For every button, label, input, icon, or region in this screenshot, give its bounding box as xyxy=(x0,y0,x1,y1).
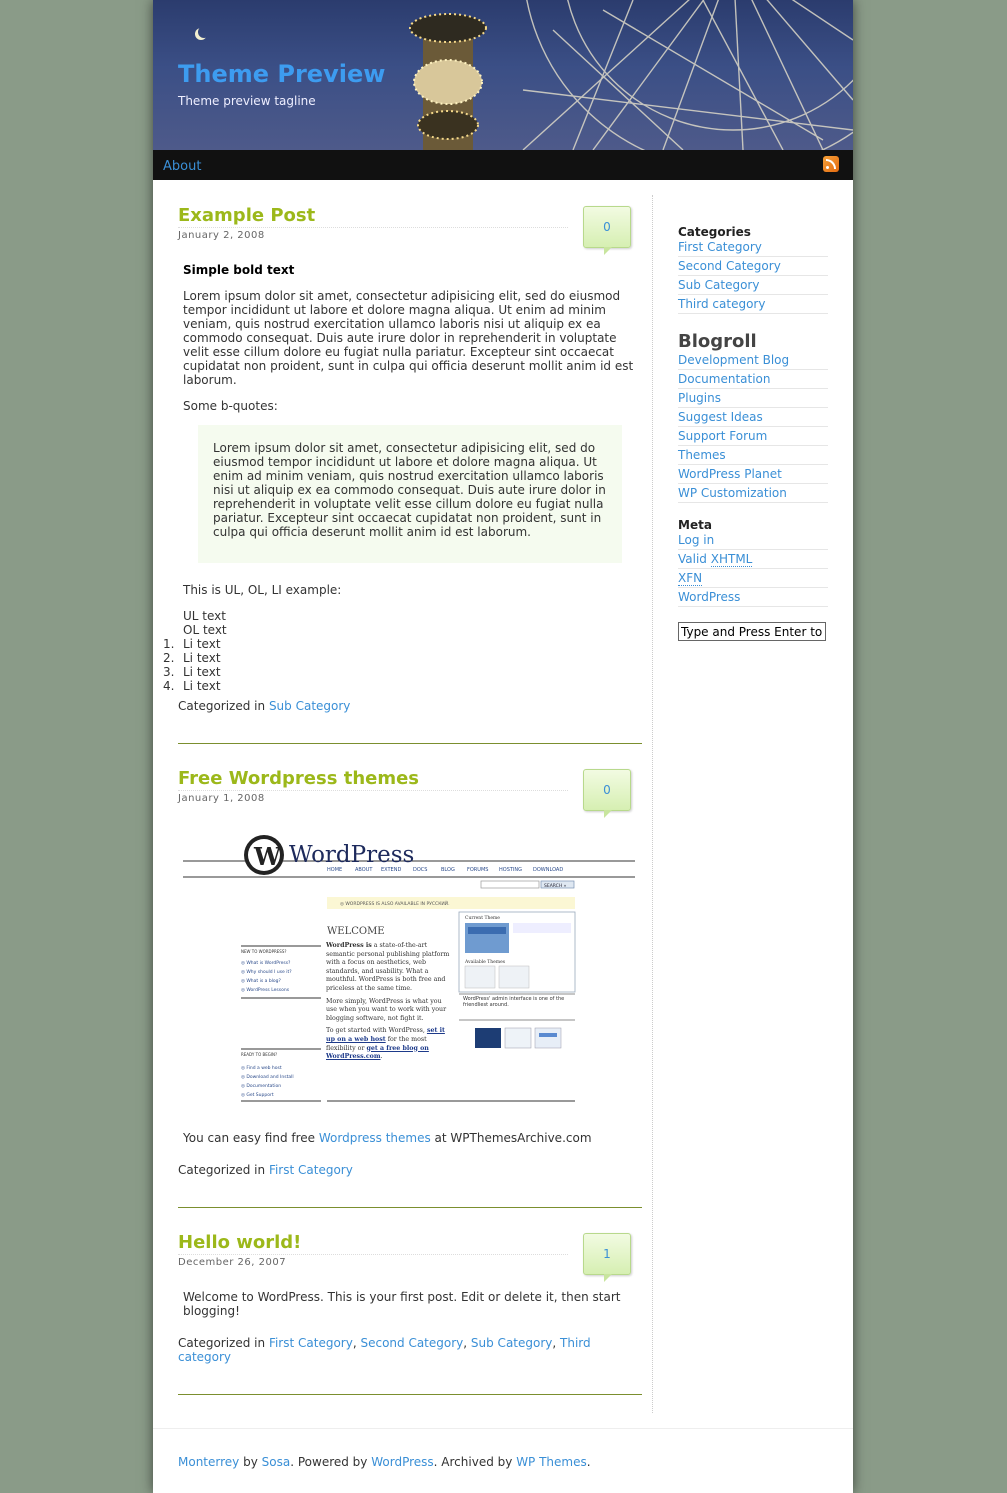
post-date: December 26, 2007 xyxy=(178,1257,287,1268)
svg-text:Current Theme: Current Theme xyxy=(465,916,500,921)
blogroll-item: Support Forum xyxy=(678,428,828,446)
category-link[interactable]: Second Category xyxy=(360,1336,464,1350)
ferris-wheel-graphic xyxy=(403,0,853,150)
post-date: January 2, 2008 xyxy=(178,230,265,241)
category-link[interactable]: First Category xyxy=(268,1163,353,1177)
blogroll-item: Suggest Ideas xyxy=(678,409,828,427)
list-item: 4. Li text xyxy=(163,679,221,693)
site-title[interactable]: Theme Preview xyxy=(178,60,386,88)
wp-nav-item: HOME xyxy=(327,867,343,873)
search-input[interactable] xyxy=(678,622,826,641)
post-paragraph: Lorem ipsum dolor sit amet, consectetur adipisicing elit, sed do eiusmod tempor incididunt ut labore et dolore magna aliqua. Ut enim ad minim veniam, quis nostrud exercitation ullamco laboris nisi ut aliquip ex ea commodo consequat. Duis aute irure dolor in reprehenderit in voluptate velit esse cillum dolore eu fugiat nulla pariatur. Excepteur sint occaecat cupidatat non proident, sunt in culpa qui officia deserunt mollit anim id est laborum. xyxy=(183,289,634,387)
wp-list-item: ◎ What is WordPress? xyxy=(241,961,291,966)
wp-list-item: ◎ WordPress Lessons xyxy=(241,988,290,993)
footer xyxy=(153,1428,853,1469)
blogroll-item: Themes xyxy=(678,447,828,465)
sidebar-category-item: Sub Category xyxy=(678,277,828,295)
post-title[interactable]: Free Wordpress themes xyxy=(178,758,568,791)
wp-nav-item: EXTEND xyxy=(381,867,402,873)
blogroll-list xyxy=(678,352,828,503)
wp-nav-item: DOCS xyxy=(413,867,428,873)
wordpress-site-graphic: W WordPress HOME ABOUT EXTEND DOCS BLOG FORUMS HOSTING DOWNLOAD SEARCH » ◎ WORDPRESS IS ALSO AVAILABLE IN РУССКИЙ. WELCOME NEW TO WORDPRESS? ◎ What is WordPress?◎ Why should I use it?◎ What is a blog?◎ WordPress Lessons READY TO BEGIN? ◎ Find a web host◎ Download and Install◎ Documentation◎ Get Support WordPress is a state-of-the-art semantic personal publishing platform with a focus on aesthetics, web standards, and usability. What a mouthful. WordPress is both free and priceless at the same time. More simply, WordPress is what you use when you want to work with your blogging software, not fight it. To get started with WordPress, set it up on a web host for the most flexibility or get a free blog on WordPress.com. Current Theme Available Themes WordPress' admin interface is one of the friendliest around. xyxy=(183,826,635,1111)
wp-nav-item: ABOUT xyxy=(355,867,373,873)
post-text: Welcome to WordPress. This is your first post. Edit or delete it, then start blogging! xyxy=(183,1290,621,1318)
post-separator xyxy=(178,743,642,744)
wp-nav-item: DOWNLOAD xyxy=(533,867,564,873)
category-link[interactable]: Sub Category xyxy=(268,699,351,713)
ul-text: UL text xyxy=(183,609,226,623)
svg-text:WELCOME: WELCOME xyxy=(327,926,385,937)
main-content xyxy=(163,195,642,1395)
svg-text:WordPress: WordPress xyxy=(289,842,415,868)
sidebar-category-item: Second Category xyxy=(678,258,828,276)
meta-heading: Meta xyxy=(678,518,712,532)
wp-nav-item: BLOG xyxy=(441,867,455,873)
footer-wordpress-link[interactable]: WordPress xyxy=(371,1455,434,1469)
blogroll-item: WP Customization xyxy=(678,485,828,503)
header-banner xyxy=(153,0,853,150)
post-title[interactable]: Example Post xyxy=(178,195,568,228)
rss-feed-icon[interactable] xyxy=(823,156,839,172)
post-entry xyxy=(163,263,642,693)
sidebar-category-item: Third category xyxy=(678,296,828,314)
footer-credits: Monterrey by Sosa. Powered by WordPress. Archived by WP Themes. xyxy=(178,1455,591,1469)
blogroll-item: WordPress Planet xyxy=(678,466,828,484)
wp-list-item: ◎ Find a web host xyxy=(241,1066,282,1071)
categories-heading: Categories xyxy=(678,225,751,239)
blogroll-item: Plugins xyxy=(678,390,828,408)
categories-list xyxy=(678,239,828,314)
wp-nav-item: HOSTING xyxy=(499,867,523,873)
sidebar xyxy=(678,225,828,641)
footer-author-link[interactable]: Sosa xyxy=(261,1455,291,1469)
footer-wpthemes-link[interactable]: WP Themes xyxy=(516,1455,587,1469)
list-example xyxy=(163,609,642,693)
wp-list-item: ◎ Get Support xyxy=(241,1093,274,1098)
list-intro: This is UL, OL, LI example: xyxy=(183,583,342,597)
list-item: 3. Li text xyxy=(163,665,221,679)
wordpress-screenshot-image xyxy=(183,826,635,1111)
wp-list-item: ◎ Documentation xyxy=(241,1084,282,1089)
post-free-wordpress-themes xyxy=(178,758,642,1208)
nav-about-link[interactable]: About xyxy=(163,159,202,174)
svg-text:READY TO BEGIN?: READY TO BEGIN? xyxy=(241,1052,278,1057)
meta-item-login: Log in xyxy=(678,532,828,550)
nav-bar xyxy=(153,150,853,180)
site-tagline: Theme preview tagline xyxy=(178,94,316,108)
post-example-post xyxy=(163,195,642,744)
svg-text:SEARCH »: SEARCH » xyxy=(544,884,567,889)
meta-list xyxy=(678,532,828,607)
svg-text:NEW TO WORDPRESS?: NEW TO WORDPRESS? xyxy=(241,949,287,954)
meta-item-xhtml: Valid XHTML xyxy=(678,551,828,569)
category-link[interactable]: First Category xyxy=(268,1336,353,1350)
list-item: 2. Li text xyxy=(163,651,221,665)
wp-nav-item: FORUMS xyxy=(467,867,489,873)
meta-item-xfn: XFN xyxy=(678,570,828,588)
wordpress-themes-link[interactable]: Wordpress themes xyxy=(318,1131,431,1145)
comment-count-bubble[interactable]: 1 xyxy=(583,1233,631,1275)
wp-list-item: ◎ What is a blog? xyxy=(241,979,281,984)
comment-count-bubble[interactable]: 0 xyxy=(583,769,631,811)
svg-text:W: W xyxy=(254,842,281,871)
ol-text: OL text xyxy=(183,623,227,637)
comment-count-bubble[interactable]: 0 xyxy=(583,206,631,248)
sidebar-category-item: First Category xyxy=(678,239,828,257)
wp-list-item: ◎ Why should I use it? xyxy=(241,970,292,975)
bquote-intro: Some b-quotes: xyxy=(183,399,278,413)
wp-list-item: ◎ Download and Install xyxy=(241,1075,294,1080)
post-categories: Categorized in Sub Category xyxy=(178,699,351,713)
meta-item-wordpress: WordPress xyxy=(678,589,828,607)
list-item: 1. Li text xyxy=(163,637,221,651)
post-entry xyxy=(178,1290,642,1318)
moon-graphic xyxy=(198,26,210,38)
svg-text:Available Themes: Available Themes xyxy=(465,960,506,965)
post-title[interactable]: Hello world! xyxy=(178,1222,568,1255)
blogroll-heading: Blogroll xyxy=(678,331,757,352)
blockquote: Lorem ipsum dolor sit amet, consectetur adipisicing elit, sed do eiusmod tempor incididunt ut labore et dolore magna aliqua. Ut enim ad minim veniam, quis nostrud exercitation ullamco laboris nisi ut aliquip ex ea commodo consequat. Duis aute irure dolor in reprehenderit in voluptate velit esse cillum dolore eu fugiat nulla pariatur. Excepteur sint occaecat cupidatat non proident, sunt in culpa qui officia deserunt mollit anim id est laborum. xyxy=(198,425,622,563)
post-text: You can easy find free Wordpress themes at WPThemesArchive.com xyxy=(183,1131,592,1145)
post-date: January 1, 2008 xyxy=(178,793,265,804)
blogroll-item: Documentation xyxy=(678,371,828,389)
post-hello-world xyxy=(178,1222,642,1395)
post-separator xyxy=(178,1207,642,1208)
page-wrapper xyxy=(153,0,853,1493)
category-link[interactable]: Third category xyxy=(178,1336,591,1364)
sidebar-divider xyxy=(652,195,653,1413)
category-link[interactable]: Sub Category xyxy=(470,1336,553,1350)
ordered-list xyxy=(163,637,642,693)
post-separator xyxy=(178,1394,642,1395)
blogroll-item: Development Blog xyxy=(678,352,828,370)
footer-theme-link[interactable]: Monterrey xyxy=(178,1455,240,1469)
post-categories: Categorized in First Category, Second Category, Sub Category, Third category xyxy=(178,1336,591,1364)
post-entry xyxy=(178,1131,642,1145)
svg-text:◎ WORDPRESS IS ALSO AVAILABLE: ◎ WORDPRESS IS ALSO AVAILABLE IN РУССКИЙ. xyxy=(340,902,450,907)
post-categories: Categorized in First Category xyxy=(178,1163,353,1177)
bold-text: Simple bold text xyxy=(183,263,295,277)
